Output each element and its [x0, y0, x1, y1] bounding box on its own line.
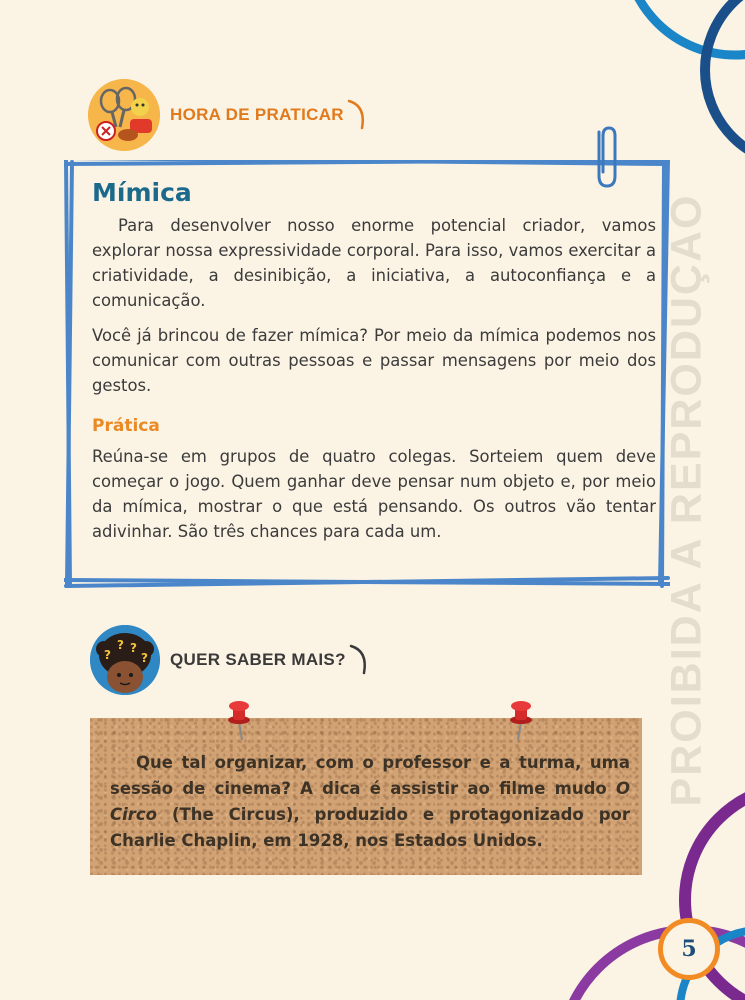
- watermark: PROIBIDA A REPRODUÇÃO: [662, 193, 711, 807]
- hook-icon: [346, 98, 368, 132]
- svg-text:?: ?: [117, 638, 124, 652]
- svg-text:?: ?: [104, 648, 111, 662]
- cork-note-after: (The Circus), produzido e protagonizado por Charlie Chaplin, em 1928, nos Estados Unidos.: [110, 805, 630, 850]
- practice-title: Prática: [92, 416, 160, 436]
- toys-icon: [88, 79, 160, 151]
- practice-paragraph: Reúna-se em grupos de quatro colegas. Sorteiem quem deve começar o jogo. Quem ganhar deve pensar num objeto e, por meio da mímica, mostrar o que está pensando. Os outros vão tentar adivinhar. São três chances para cada um.: [92, 447, 656, 541]
- cork-note: [110, 750, 630, 854]
- intro-paragraph: Para desenvolver nosso enorme potencial criador, vamos explorar nossa expressividade corporal. Para isso, vamos exercitar a criatividade, a desinibição, a iniciativa, a autoconfiança e a comunicação.: [92, 216, 656, 310]
- section-label: QUER SABER MAIS?: [170, 650, 346, 669]
- section-header-saber: [90, 625, 370, 695]
- question-paragraph: Você já brincou de fazer mímica? Por meio da mímica podemos nos comunicar com outras pessoas e passar mensagens por meio dos gestos.: [92, 326, 656, 395]
- svg-text:?: ?: [130, 641, 137, 655]
- hook-icon: [348, 643, 370, 677]
- svg-text:?: ?: [141, 651, 148, 665]
- curious-kid-icon: [90, 625, 160, 695]
- film-title: O Circo: [110, 779, 630, 824]
- cork-note-before: Que tal organizar, com o professor e a turma, uma sessão de cinema? A dica é assistir ao filme mudo: [110, 753, 630, 798]
- card-title: Mímica: [92, 178, 192, 207]
- section-header-praticar: [88, 79, 368, 151]
- pushpin-icon: [504, 698, 538, 742]
- pushpin-icon: [222, 698, 256, 742]
- page-number: 5: [658, 918, 720, 980]
- activity-card: [92, 178, 656, 554]
- section-label: HORA DE PRATICAR: [170, 105, 344, 124]
